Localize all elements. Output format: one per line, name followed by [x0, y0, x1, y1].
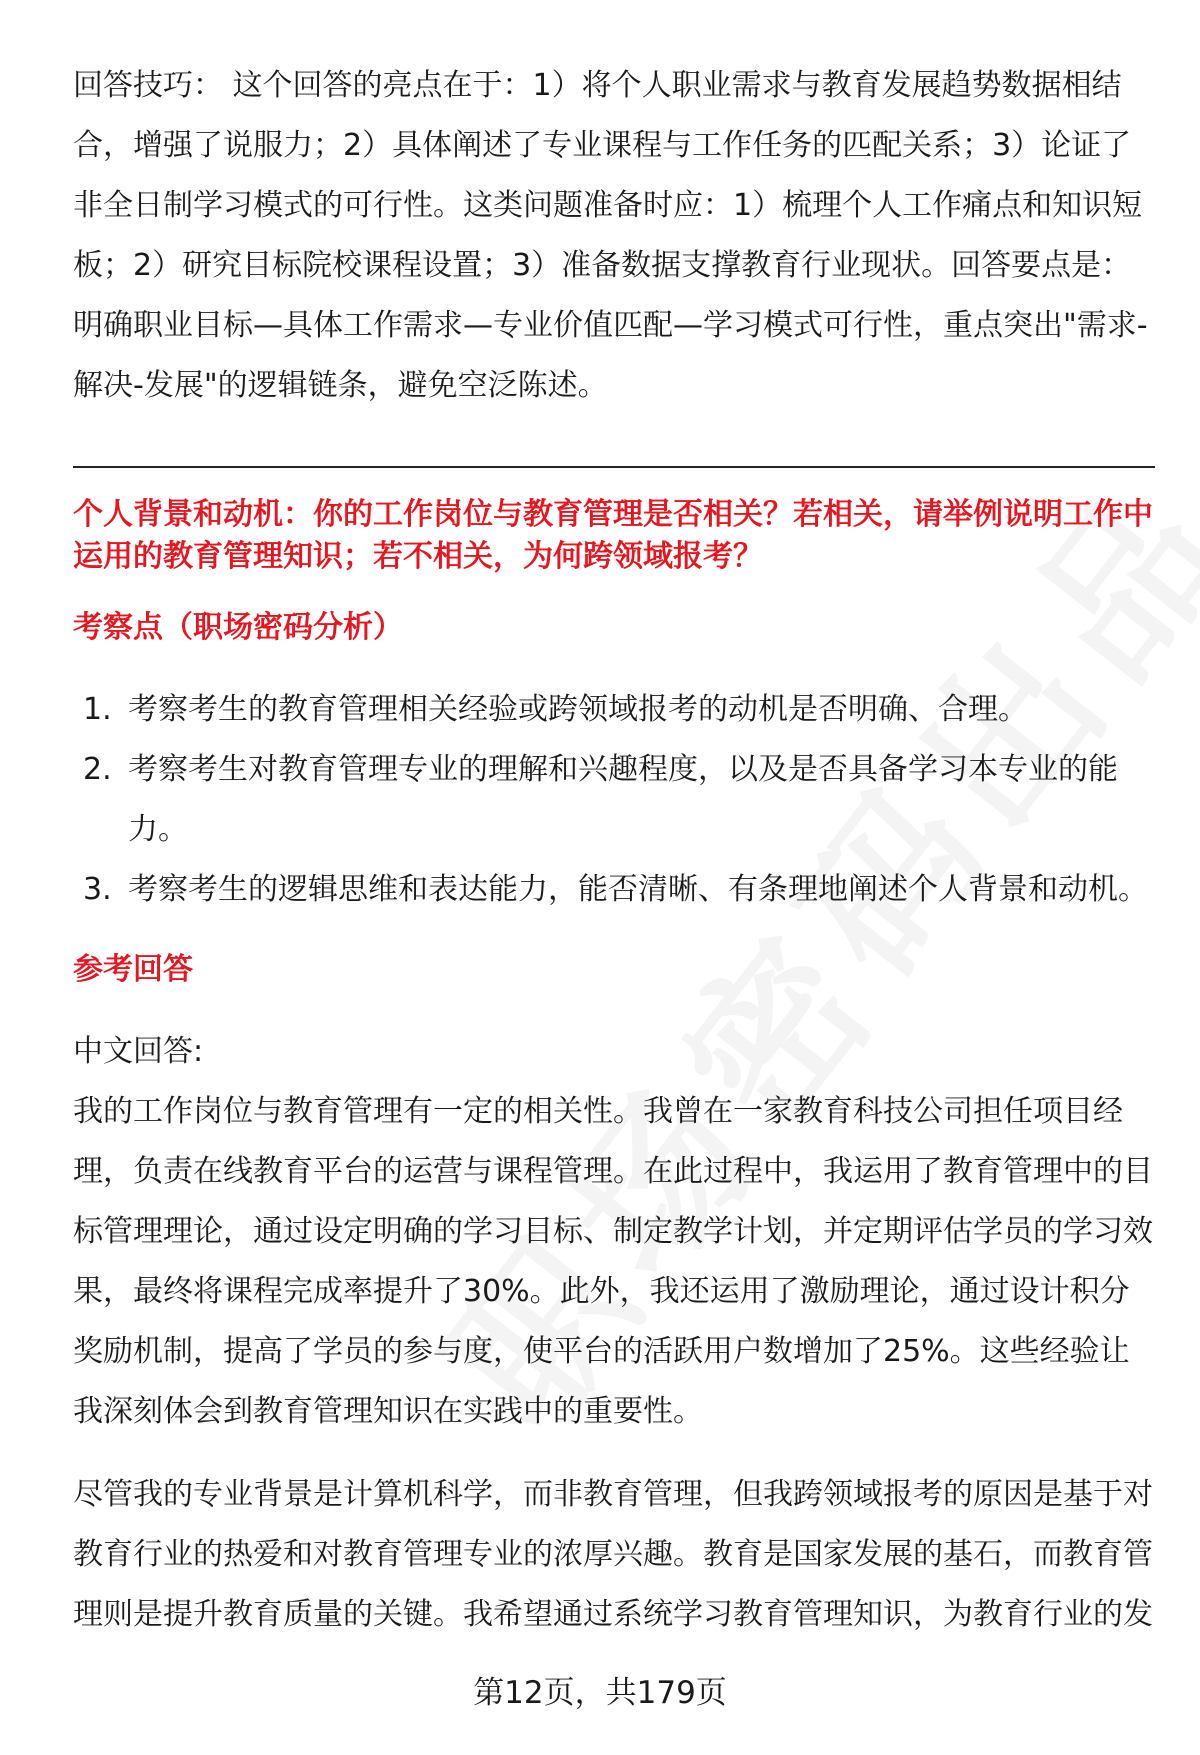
chinese-answer-label: 中文回答:	[73, 1034, 204, 1069]
list-text: 考察考生的教育管理相关经验或跨领域报考的动机是否明确、合理。	[128, 692, 1028, 727]
list-item	[73, 860, 1153, 920]
answer-paragraph-1: 我的工作岗位与教育管理有一定的相关性。我曾在一家教育科技公司担任项目经理，负责在线教育平台的运营与课程管理。在此过程中，我运用了教育管理中的目标管理理论，通过设定明确的学习目标、制定教学计划，并定期评估学员的学习效果，最终将课程完成率提升了30%。此外，我还运用了激励理论，通过设计积分奖励机制，提高了学员的参与度，使平台的活跃用户数增加了25%。这些经验让我深刻体会到教育管理知识在实践中的重要性。	[73, 1094, 1153, 1429]
list-number: 3.	[83, 872, 112, 907]
list-item	[73, 740, 1153, 860]
question-title: 个人背景和动机：你的工作岗位与教育管理是否相关？若相关，请举例说明工作中运用的教育管理知识；若不相关，为何跨领域报考？	[73, 497, 1153, 574]
section-divider	[73, 466, 1155, 468]
page-footer: 第12页，共179页	[473, 1675, 727, 1711]
list-number: 2.	[83, 752, 112, 787]
assessment-heading: 考察点（职场密码分析）	[73, 610, 403, 645]
intro-paragraph: 回答技巧： 这个回答的亮点在于：1）将个人职业需求与教育发展趋势数据相结合，增强了说服力；2）具体阐述了专业课程与工作任务的匹配关系；3）论证了非全日制学习模式的可行性。这类问题准备时应：1）梳理个人工作痛点和知识短板；2）研究目标院校课程设置；3）准备数据支撑教育行业现状。回答要点是：明确职业目标—具体工作需求—专业价值匹配—学习模式可行性，重点突出"需求-解决-发展"的逻辑链条，避免空泛陈述。	[73, 68, 1148, 403]
list-number: 1.	[83, 692, 112, 727]
list-text: 考察考生对教育管理专业的理解和兴趣程度，以及是否具备学习本专业的能力。	[128, 752, 1118, 847]
reference-heading: 参考回答	[73, 952, 193, 987]
list-item	[73, 680, 1153, 740]
assessment-list	[73, 680, 1153, 920]
answer-paragraph-2: 尽管我的专业背景是计算机科学，而非教育管理，但我跨领域报考的原因是基于对教育行业的热爱和对教育管理专业的浓厚兴趣。教育是国家发展的基石，而教育管理则是提升教育质量的关键。我希望通过系统学习教育管理知识，为教育行业的发	[73, 1477, 1153, 1632]
list-text: 考察考生的逻辑思维和表达能力，能否清晰、有条理地阐述个人背景和动机。	[128, 872, 1148, 907]
